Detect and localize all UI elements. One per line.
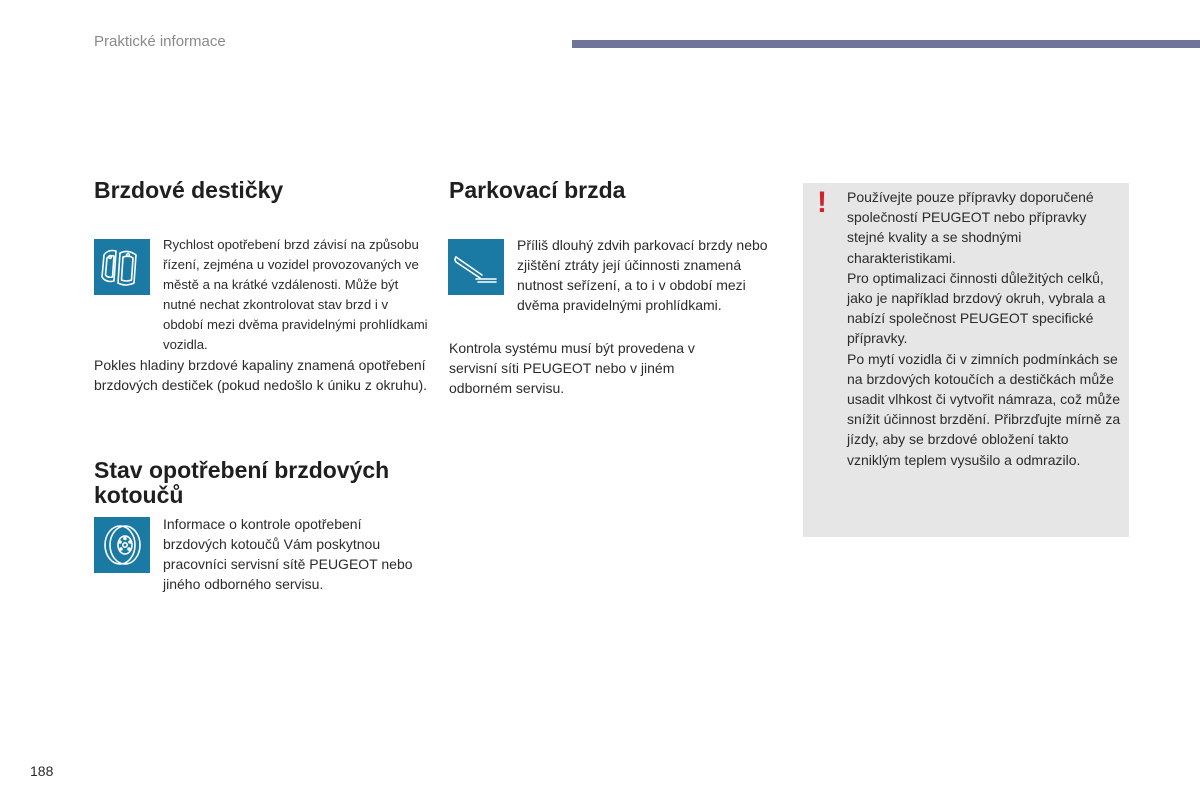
warning-note [803, 183, 1129, 537]
parking-brake-text-1: Příliš dlouhý zdvih parkovací brzdy nebo zjištění ztráty její účinnosti znamená nutnost seřízení, a to i v období mezi dvěma pravidelnými prohlídkami. [517, 237, 768, 313]
warning-note-paragraph: Používejte pouze přípravky doporučené společností PEUGEOT nebo přípravky stejné kvality a se shodnými charakteristikami. [847, 189, 1094, 266]
brake-pads-heading: Brzdové destičky [94, 177, 284, 203]
parking-brake-text-2: Kontrola systému musí být provedena v servisní síti PEUGEOT nebo v jiném odborném servisu. [449, 340, 695, 396]
brake-pads-icon [94, 239, 150, 295]
parking-brake-icon [448, 239, 504, 295]
brake-pads-text-1: Rychlost opotřebení brzd závisí na způsobu řízení, zejména u vozidel provozovaných ve městě a na krátké vzdálenosti. Může být nutné nechat zkontrolovat stav brzd i v období mezi dvěma pravidelnými prohlídkami vozidla. [163, 237, 428, 352]
warning-icon: ! [817, 186, 827, 219]
section-label: Praktické informace [94, 33, 226, 50]
warning-note-paragraph: Pro optimalizaci činnosti důležitých celků, jako je například brzdový okruh, vybrala a nabízí společnost PEUGEOT specifické přípravky. [847, 269, 1106, 347]
brake-pads-text-2: Pokles hladiny brzdové kapaliny znamená opotřebení brzdových destiček (pokud nedošlo k úniku z okruhu). [94, 357, 428, 393]
brake-disc-icon [94, 517, 150, 573]
warning-note-text [847, 187, 1123, 470]
brake-discs-text: Informace o kontrole opotřebení brzdových kotoučů Vám poskytnou pracovníci servisní sítě PEUGEOT nebo jiného odborného servisu. [163, 516, 413, 592]
header-bar [572, 40, 1200, 48]
parking-brake-heading: Parkovací brzda [449, 177, 626, 203]
brake-discs-heading: Stav opotřebení brzdových kotoučů [94, 457, 390, 508]
page-number: 188 [30, 763, 54, 779]
warning-note-paragraph: Po mytí vozidla či v zimních podmínkách se na brzdových kotoučích a destičkách může usadit vlhkost či vytvořit námraza, což může snížit účinnost brzdění. Přibrzďujte mírně za jízdy, aby se brzdové obložení takto vzniklým teplem vysušilo a odmrazilo. [847, 350, 1121, 468]
